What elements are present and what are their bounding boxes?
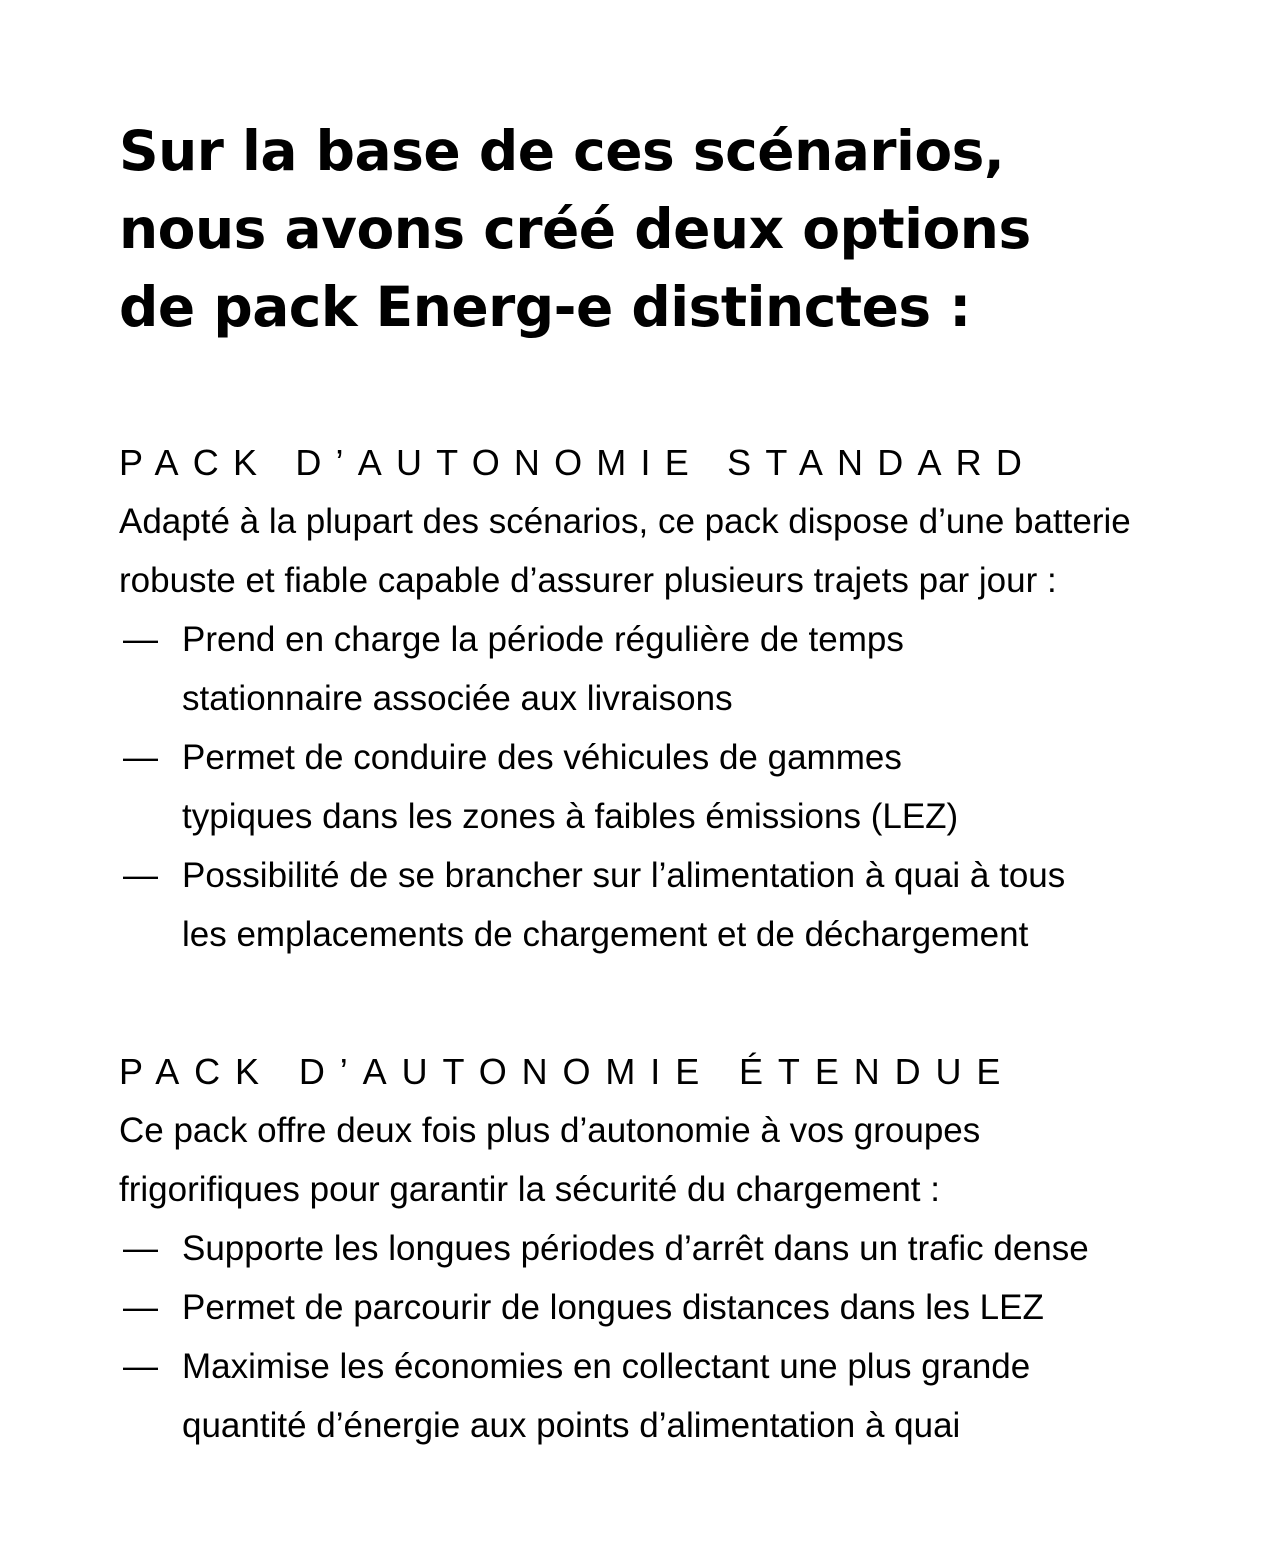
headline-line: Sur la base de ces scénarios, [119, 119, 1005, 183]
bullet-line: Permet de conduire des véhicules de gammes [182, 738, 902, 777]
list-item [119, 728, 1229, 846]
bullet-dash: — [123, 738, 158, 777]
list-item [119, 1337, 1229, 1455]
list-item [119, 610, 1229, 728]
list-item [119, 846, 1229, 964]
bullet-dash: — [123, 856, 158, 895]
bullet-line: Prend en charge la période régulière de temps [182, 620, 904, 659]
section-standard-pack [119, 434, 1229, 964]
headline-line: de pack Energ-e distinctes : [119, 275, 971, 339]
bullet-line: Maximise les économies en collectant une plus grande [182, 1347, 1031, 1386]
section-extended-pack [119, 1043, 1229, 1455]
bullet-line: typiques dans les zones à faibles émissions (LEZ) [182, 797, 959, 836]
bullet-list [119, 1219, 1229, 1455]
bullet-dash: — [123, 1229, 158, 1268]
section-intro [119, 492, 1229, 610]
intro-line: frigorifiques pour garantir la sécurité du chargement : [119, 1170, 940, 1209]
list-item [119, 1278, 1229, 1337]
bullet-list [119, 610, 1229, 964]
bullet-line: stationnaire associée aux livraisons [182, 679, 733, 718]
bullet-line: Possibilité de se brancher sur l’alimentation à quai à tous [182, 856, 1066, 895]
bullet-line: les emplacements de chargement et de déchargement [182, 915, 1029, 954]
section-title: PACK D’AUTONOMIE ÉTENDUE [119, 1051, 1016, 1092]
intro-line: Ce pack offre deux fois plus d’autonomie à vos groupes [119, 1111, 981, 1150]
bullet-line: Permet de parcourir de longues distances dans les LEZ [182, 1288, 1044, 1327]
section-title: PACK D’AUTONOMIE STANDARD [119, 442, 1037, 483]
bullet-dash: — [123, 1288, 158, 1327]
bullet-dash: — [123, 1347, 158, 1386]
bullet-line: Supporte les longues périodes d’arrêt dans un trafic dense [182, 1229, 1089, 1268]
intro-line: robuste et fiable capable d’assurer plusieurs trajets par jour : [119, 561, 1057, 600]
headline-line: nous avons créé deux options [119, 197, 1031, 261]
bullet-line: quantité d’énergie aux points d’alimentation à quai [182, 1406, 961, 1445]
bullet-dash: — [123, 620, 158, 659]
list-item [119, 1219, 1229, 1278]
intro-line: Adapté à la plupart des scénarios, ce pack dispose d’une batterie [119, 502, 1131, 541]
document-page [119, 112, 1229, 1455]
section-intro [119, 1101, 1229, 1219]
headline [119, 112, 1229, 346]
